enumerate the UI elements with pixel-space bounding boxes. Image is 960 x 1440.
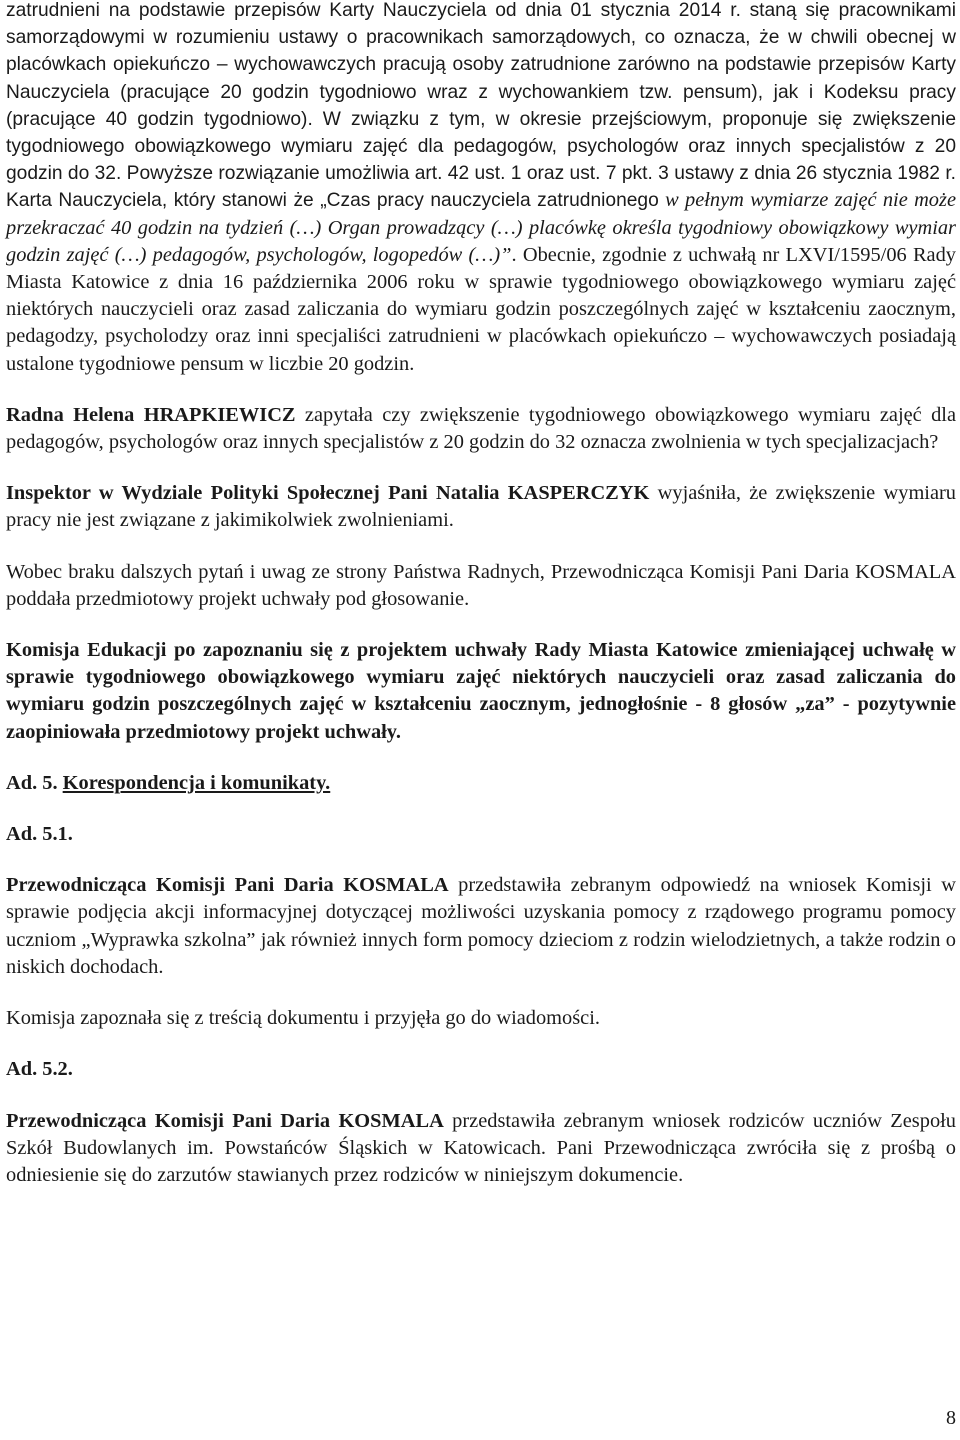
paragraph-fragment: W związku z tym, w okresie przejściowym, proponuje się zwiększenie tygodniowego obowiązkowego wymiaru zajęć dla pedagogów, psychologów oraz innych specjalistów z 20 godzin do 32. Powyższe rozwiązanie umożliwia art. 42 ust. 1 oraz ust. 7 pkt. 3 ustawy z dnia 26 stycznia 1982 r. Karta Nauczyciela, który stanowi że „Czas pracy nauczyciela zatrudnionego: [6, 108, 956, 212]
paragraph-parents-request: [6, 1108, 956, 1190]
paragraph-fragment: .: [511, 243, 517, 266]
page-number: 8: [946, 1407, 956, 1429]
section-heading-ad51: Ad. 5.1.: [6, 823, 73, 846]
speaker-name: Radna Helena HRAPKIEWICZ: [6, 403, 296, 426]
paragraph-voting: Wobec braku dalszych pytań i uwag ze strony Państwa Radnych, Przewodnicząca Komisji Pani Daria KOSMALA poddała przedmiotowy projekt uchwały pod głosowanie.: [6, 560, 956, 610]
document-page: [6, 0, 956, 1189]
section-title: Korespondencja i komunikaty.: [62, 771, 331, 794]
paragraph-text: zapytała czy zwiększenie tygodniowego obowiązkowego wymiaru zajęć dla pedagogów, psychologów oraz innych specjalistów z 20 godzin do 32 oznacza zwolnienia w tych specjalizacjach?: [6, 403, 957, 454]
paragraph-text: przedstawiła zebranym wniosek rodziców uczniów Zespołu Szkół Budowlanych im. Powstańców Śląskich w Katowicach. Pani Przewodnicząca zwróciła się z prośbą o odniesienie się do zarzutów stawianych przez rodziców w niniejszym dokumencie.: [6, 1109, 956, 1186]
section-heading-ad5: [6, 770, 956, 797]
speaker-name: Inspektor w Wydziale Polityki Społecznej Pani Natalia KASPERCZYK: [6, 482, 650, 505]
paragraph-acknowledged: Komisja zapoznała się z treścią dokumentu i przyjęła go do wiadomości.: [6, 1007, 600, 1030]
paragraph-fragment: zatrudnieni na podstawie przepisów Karty Nauczyciela od dnia 01 stycznia 2014 r.: [6, 0, 741, 21]
paragraph-hrapkiewicz-question: [6, 402, 956, 456]
speaker-name: Przewodnicząca Komisji Pani Daria KOSMALA: [6, 874, 449, 897]
section-number: Ad. 5.: [6, 771, 63, 794]
speaker-name: Przewodnicząca Komisji Pani Daria KOSMALA: [6, 1109, 444, 1132]
paragraph-fragment: staną się pracownikami samorządowymi w rozumieniu ustawy o pracownikach samorządowych, co oznacza, że w chwili obecnej w placówkach opiekuńczo – wychowawczych pracują osoby zatrudnione zarówno na podstawie przepisów Karty Nauczyciela (pracujące 20 godzin tygodniowo wraz z wychowankiem tzw. pensum), jak i Kodeksu pracy (pracujące 40 godzin tygodniowo).: [6, 0, 956, 130]
paragraph-committee-decision: Komisja Edukacji po zapoznaniu się z projektem uchwały Rady Miasta Katowice zmieniającej uchwałę w sprawie tygodniowego obowiązkowego wymiaru zajęć niektórych nauczycieli oraz zasad zaliczania do wymiaru godzin poszczególnych zajęć w kształceniu zaocznym, jednogłośnie - 8 głosów „za” - pozytywnie zaopiniowała przedmiotowy projekt uchwały.: [6, 639, 956, 743]
paragraph-kosmala-response: [6, 872, 956, 981]
section-heading-ad52: Ad. 5.2.: [6, 1058, 73, 1081]
paragraph-text: przedstawiła zebranym odpowiedź na wniosek Komisji w sprawie podjęcia akcji informacyjnej dotyczącej możliwości uzyskania pomocy z rządowego programu pomocy uczniom „Wyprawka szkolna” jak również innych form pomocy dzieciom z rodzin wielodzietnych, a także rodzin o niskich dochodach.: [6, 874, 956, 978]
paragraph-fragment: Obecnie, zgodnie z uchwałą nr LXVI/1595/06 Rady Miasta Katowice z dnia 16 października 2006 roku w sprawie tygodniowego obowiązkowego wymiaru zajęć niektórych nauczycieli oraz zasad zaliczania do wymiaru godzin poszczególnych zajęć w kształceniu zaocznym, pedagodzy, psycholodzy oraz inni specjaliści zatrudnieni w placówkach opiekuńczo – wychowawczych posiadają ustalone tygodniowe pensum w liczbie 20 godzin.: [6, 243, 956, 375]
paragraph-specialists-hours: [6, 0, 956, 378]
paragraph-kasperczyk-answer: [6, 480, 956, 534]
paragraph-text: wyjaśniła, że zwiększenie wymiaru pracy nie jest związane z jakimikolwiek zwolnieniami.: [6, 482, 957, 532]
italic-quote: w pełnym wymiarze zajęć nie może przekraczać 40 godzin na tydzień (…) Organ prowadzący (…) placówkę określa tygodniowy obowiązkowy wymiar godzin zajęć (…) pedagogów, psychologów, logopedów (…)”: [6, 189, 956, 266]
